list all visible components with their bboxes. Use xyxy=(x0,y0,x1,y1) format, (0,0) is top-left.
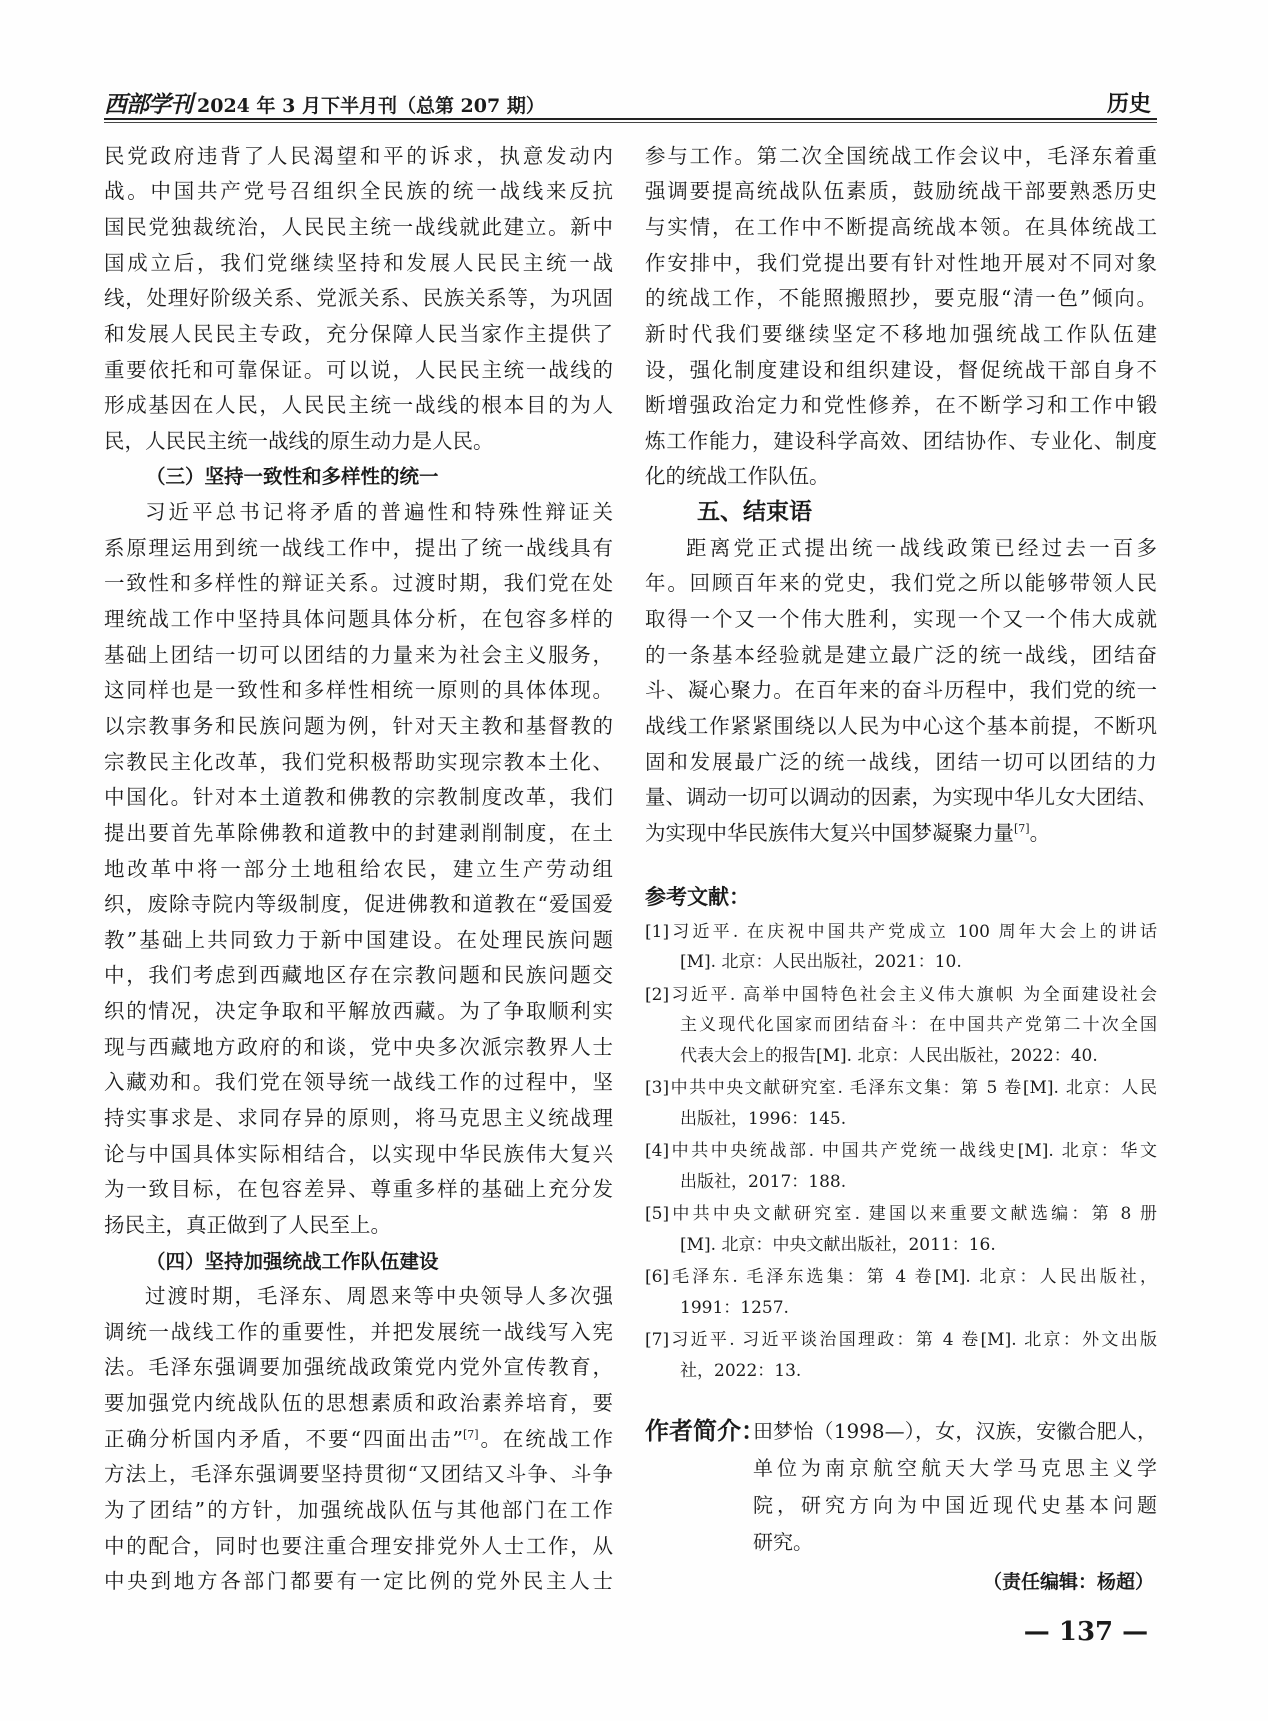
body-line: 提出要首先革除佛教和道教中的封建剥削制度，在土 xyxy=(104,820,613,845)
body-line: 中的配合，同时也要注重合理安排党外人士工作，从 xyxy=(104,1533,613,1558)
body-line: 新时代我们要继续坚定不移地加强统战工作队伍建 xyxy=(645,321,1157,346)
body-line: 中国化。针对本土道教和佛教的宗教制度改革，我们 xyxy=(104,785,613,810)
body-text-segment: 正确分析国内矛盾，不要“四面出击” xyxy=(104,1426,463,1451)
header-rule-thin xyxy=(104,122,1157,123)
body-text-segment: 。 xyxy=(1029,820,1051,845)
body-line: 织，废除寺院内等级制度，促进佛教和道教在“爱国爱 xyxy=(104,892,613,917)
references-list xyxy=(645,917,1157,1389)
body-line: 以宗教事务和民族问题为例，针对天主教和基督教的 xyxy=(104,713,613,738)
body-line xyxy=(104,1422,613,1458)
body-line: 斗、凝心聚力。在百年来的奋斗历程中，我们党的统一 xyxy=(645,678,1157,703)
body-line: 强调要提高统战队伍素质，鼓励统战干部要熟悉历史 xyxy=(645,179,1157,204)
reference-line: [M]. 北京：人民出版社，2021：10. xyxy=(680,952,962,972)
reference-line: [7]习近平. 习近平谈治国理政：第 4 卷[M]. 北京：外文出版 xyxy=(645,1330,1157,1350)
body-line: 地改革中将一部分土地租给农民，建立生产劳动组 xyxy=(104,856,613,881)
body-line: 取得一个又一个伟大胜利，实现一个又一个伟大成就 xyxy=(645,607,1157,632)
section-heading: （四）坚持加强统战工作队伍建设 xyxy=(146,1249,439,1273)
body-line: 调统一战线工作的重要性，并把发展统一战线写入宪 xyxy=(104,1319,613,1344)
reference-line: 出版社，1996：145. xyxy=(680,1108,847,1129)
reference-line: [5]中共中央文献研究室. 建国以来重要文献选编：第 8 册 xyxy=(645,1204,1157,1224)
body-line: 的一条基本经验就是建立最广泛的统一战线，团结奋 xyxy=(645,642,1157,667)
body-line: 战线工作紧紧围绕以人民为中心这个基本前提，不断巩 xyxy=(645,713,1157,738)
header-rule xyxy=(104,118,1157,120)
reference-entry xyxy=(645,1136,1157,1197)
reference-entry xyxy=(645,980,1157,1072)
journal-logo: 西部学刊 xyxy=(104,91,192,118)
body-line: 过渡时期，毛泽东、周恩来等中央领导人多次强 xyxy=(145,1284,613,1309)
paragraph xyxy=(645,139,1157,495)
citation-superscript: [7] xyxy=(462,1427,479,1441)
author-bio xyxy=(753,1413,1157,1561)
body-line: 中央到地方各部门都要有一定比例的党外民主人士 xyxy=(104,1569,613,1594)
author-bio-label: 作者简介： xyxy=(645,1417,765,1445)
body-line: 中，我们考虑到西藏地区存在宗教问题和民族问题交 xyxy=(104,963,613,988)
body-line xyxy=(645,816,1157,852)
body-line: 习近平总书记将矛盾的普遍性和特殊性辩证关 xyxy=(145,500,613,525)
section-title: 五、结束语 xyxy=(697,499,812,526)
body-line: 现与西藏地方政府的和谈，党中央多次派宗教界人士 xyxy=(104,1034,613,1059)
body-text-segment: 为实现中华民族伟大复兴中国梦凝聚力量 xyxy=(645,820,1014,845)
page-number: — 137 — xyxy=(1023,1617,1149,1647)
reference-entry xyxy=(645,1262,1157,1323)
body-line: 教”基础上共同致力于新中国建设。在处理民族问题 xyxy=(104,927,613,952)
reference-line: 主义现代化国家而团结奋斗：在中国共产党第二十次全国 xyxy=(680,1015,1157,1035)
body-line: 战。中国共产党号召组织全民族的统一战线来反抗 xyxy=(104,179,613,204)
body-line: 与实情，在工作中不断提高统战本领。在具体统战工 xyxy=(645,214,1157,239)
body-line: 重要依托和可靠保证。可以说，人民民主统一战线的 xyxy=(104,357,613,382)
body-line: 参与工作。第二次全国统战工作会议中，毛泽东着重 xyxy=(645,143,1157,168)
reference-line: 1991：1257. xyxy=(680,1297,789,1318)
body-line: 固和发展最广泛的统一战线，团结一切可以团结的力 xyxy=(645,749,1157,774)
author-bio-line: 院，研究方向为中国近现代史基本问题 xyxy=(753,1492,1157,1517)
body-line: 织的情况，决定争取和平解放西藏。为了争取顺利实 xyxy=(104,999,613,1024)
reference-entry xyxy=(645,1199,1157,1260)
reference-line: 代表大会上的报告[M]. 北京：人民出版社，2022：40. xyxy=(680,1045,1098,1066)
body-line: 宗教民主化改革，我们党积极帮助实现宗教本土化、 xyxy=(104,749,613,774)
body-line: 系原理运用到统一战线工作中，提出了统一战线具有 xyxy=(104,535,613,560)
reference-entry xyxy=(645,917,1157,978)
left-column xyxy=(104,139,613,1600)
paragraph xyxy=(104,139,613,460)
body-line: 形成基因在人民，人民民主统一战线的根本目的为人 xyxy=(104,393,613,418)
author-bio-line: 研究。 xyxy=(753,1529,813,1554)
body-line: 国成立后，我们党继续坚持和发展人民民主统一战 xyxy=(104,250,613,275)
body-line: 化的统战工作队伍。 xyxy=(645,464,830,489)
reference-line: 社，2022：13. xyxy=(680,1360,802,1381)
body-text-segment: 。在统战工作 xyxy=(478,1426,613,1451)
body-line: 持实事求是、求同存异的原则，将马克思主义统战理 xyxy=(104,1105,613,1130)
body-line: 民党政府违背了人民渴望和平的诉求，执意发动内 xyxy=(104,143,613,168)
citation-superscript: [7] xyxy=(1014,822,1030,836)
body-line: 国民党独裁统治，人民民主统一战线就此建立。新中 xyxy=(104,214,613,239)
body-line: 要加强党内统战队伍的思想素质和政治素养培育，要 xyxy=(104,1391,613,1416)
body-line: 炼工作能力，建设科学高效、团结协作、专业化、制度 xyxy=(645,428,1157,453)
body-line: 设，强化制度建设和组织建设，督促统战干部自身不 xyxy=(645,357,1157,382)
author-bio-line: 单位为南京航空航天大学马克思主义学 xyxy=(753,1455,1157,1480)
body-line: 民，人民民主统一战线的原生动力是人民。 xyxy=(104,428,494,453)
body-line: 这同样也是一致性和多样性相统一原则的具体体现。 xyxy=(104,678,613,703)
body-line: 入藏劝和。我们党在领导统一战线工作的过程中，坚 xyxy=(104,1070,613,1095)
body-line: 理统战工作中坚持具体问题具体分析，在包容多样的 xyxy=(104,607,613,632)
issue-info: 2024 年 3 月下半月刊（总第 207 期） xyxy=(197,95,545,117)
body-line: 线，处理好阶级关系、党派关系、民族关系等，为巩固 xyxy=(104,286,613,311)
body-line: 法。毛泽东强调要加强统战政策党内党外宣传教育， xyxy=(104,1355,613,1380)
editor-note: （责任编辑：杨超） xyxy=(982,1571,1154,1593)
section-heading: （三）坚持一致性和多样性的统一 xyxy=(146,465,439,489)
author-bio-line: 田梦怡（1998—），女，汉族，安徽合肥人， xyxy=(753,1418,1157,1443)
body-line: 论与中国具体实际相结合，以实现中华民族伟大复兴 xyxy=(104,1141,613,1166)
reference-entry xyxy=(645,1325,1157,1386)
body-line: 的统战工作，不能照搬照抄，要克服“清一色”倾向。 xyxy=(645,286,1157,311)
body-line: 年。回顾百年来的党史，我们党之所以能够带领人民 xyxy=(645,571,1157,596)
body-line: 作安排中，我们党提出要有针对性地开展对不同对象 xyxy=(645,250,1157,275)
body-line: 扬民主，真正做到了人民至上。 xyxy=(104,1212,391,1237)
body-line: 为了团结”的方针，加强统战队伍与其他部门在工作 xyxy=(104,1498,613,1523)
body-line: 量、调动一切可以调动的因素，为实现中华儿女大团结、 xyxy=(645,785,1158,810)
body-line: 一致性和多样性的辩证关系。过渡时期，我们党在处 xyxy=(104,571,613,596)
reference-line: [3]中共中央文献研究室. 毛泽东文集：第 5 卷[M]. 北京：人民 xyxy=(645,1078,1157,1098)
reference-line: [1]习近平. 在庆祝中国共产党成立 100 周年大会上的讲话 xyxy=(645,921,1157,942)
reference-line: [M]. 北京：中央文献出版社，2011：16. xyxy=(680,1234,996,1255)
section-label: 历史 xyxy=(1106,92,1151,117)
body-line: 断增强政治定力和党性修养，在不断学习和工作中锻 xyxy=(645,393,1157,418)
references-title: 参考文献： xyxy=(645,885,750,909)
body-line: 为一致目标，在包容差异、尊重多样的基础上充分发 xyxy=(104,1177,613,1202)
reference-line: [2]习近平. 高举中国特色社会主义伟大旗帜 为全面建设社会 xyxy=(645,984,1157,1005)
reference-line: [6]毛泽东. 毛泽东选集：第 4 卷[M]. 北京：人民出版社， xyxy=(645,1267,1157,1287)
body-line: 方法上，毛泽东强调要坚持贯彻“又团结又斗争、斗争 xyxy=(104,1462,613,1487)
body-line: 和发展人民民主专政，充分保障人民当家作主提供了 xyxy=(104,321,613,346)
reference-line: [4]中共中央统战部. 中国共产党统一战线史[M]. 北京：华文 xyxy=(645,1141,1157,1161)
reference-entry xyxy=(645,1073,1157,1134)
paragraph xyxy=(104,1279,613,1600)
reference-line: 出版社，2017：188. xyxy=(680,1171,847,1192)
paragraph xyxy=(104,495,613,1243)
paragraph xyxy=(645,531,1157,852)
right-column xyxy=(645,139,1157,852)
body-line: 基础上团结一切可以团结的力量来为社会主义服务， xyxy=(104,642,613,667)
body-line: 距离党正式提出统一战线政策已经过去一百多 xyxy=(686,535,1157,560)
